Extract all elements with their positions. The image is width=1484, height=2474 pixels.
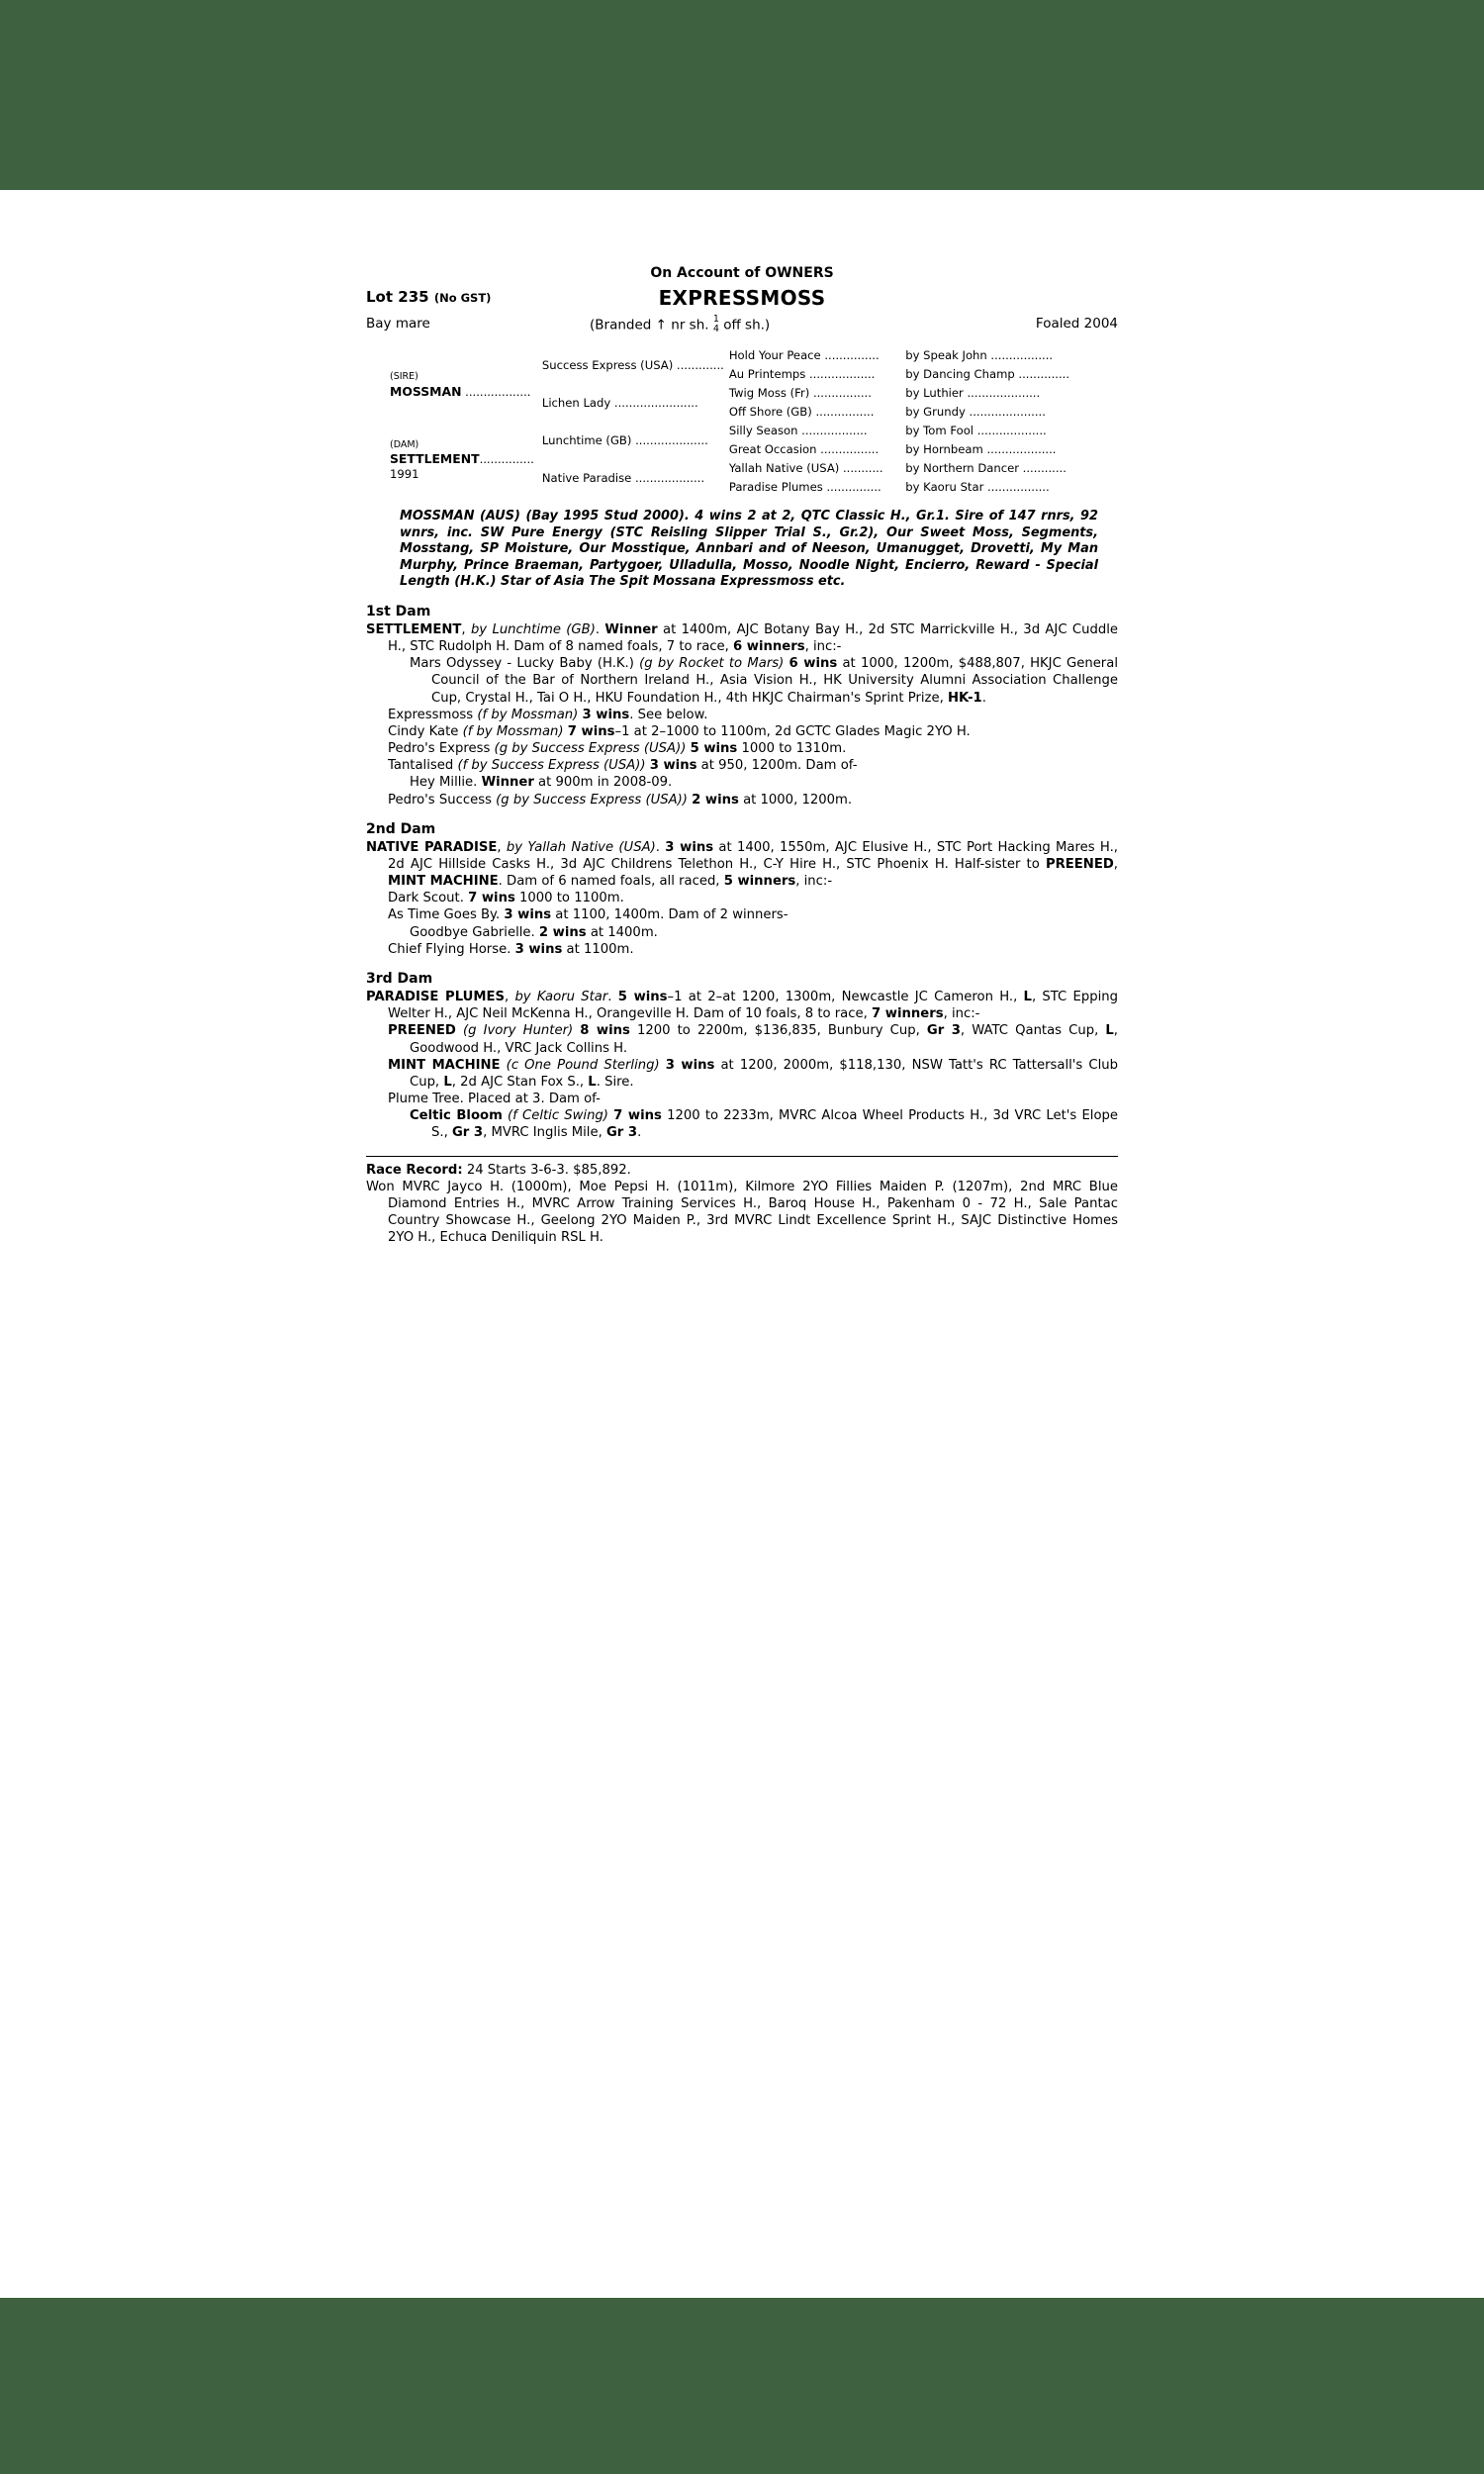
text-run: ,: [1113, 857, 1118, 873]
text-run: 3 wins: [582, 707, 630, 722]
text-run: Dark Scout.: [388, 891, 469, 906]
text-run: at 1400, 1550m, AJC Elusive H., STC Port Hacking Mares H., 2d AJC Hillside Casks H., 3d AJC Childrens Telethon H., C-Y Hire H., STC Phoenix H. Half-sister to: [388, 839, 1118, 873]
text-run: , MVRC Inglis Mile,: [483, 1125, 606, 1141]
second-dam-progeny: [366, 890, 1118, 958]
pedigree-table: [388, 346, 1080, 497]
text-run: (g by Success Express (USA)): [496, 792, 688, 808]
pedigree-gen4-cell: by Dancing Champ ..............: [905, 367, 1070, 382]
pedigree-gen3-cell: Paradise Plumes ...............: [728, 480, 881, 495]
text-run: Expressmoss: [388, 707, 478, 722]
text-run: .: [637, 1125, 642, 1141]
text-run: [456, 1023, 463, 1038]
text-run: Goodbye Gabrielle.: [410, 924, 539, 940]
text-run: (g by Rocket to Mars): [639, 656, 785, 672]
brand-suffix: off sh.): [723, 317, 771, 333]
text-run: 2 wins: [692, 792, 739, 808]
text-run: at 1000, 1200m, $488,807, HKJC General Council of the Bar of Northern Ireland H., Asia Vision H., HK University Alumni Association Challenge Cup, Crystal H., Tai O H., HKU Foundation H., 4th HKJC Chairman's Sprint Prize,: [431, 656, 1118, 706]
sire-description: MOSSMAN (AUS) (Bay 1995 Stud 2000). 4 wins 2 at 2, QTC Classic H., Gr.1. Sire of 147 rnrs, 92 wnrs, inc. SW Pure Energy (STC Reisling Slipper Trial S., Gr.2), Our Sweet Moss, Segments, Mosstang, SP Moisture, Our Mosstique, Annbari and of Neeson, Umanugget, Drovetti, My Man Murphy, Prince Braeman, Partygoer, Ulladulla, Mosso, Noodle Night, Encierro, Reward - Special Length (H.K.) Star of Asia The Spit Mossana Expressmoss etc.: [400, 509, 1098, 590]
text-run: at 1200, 2000m, $118,130, NSW Tatt's RC Tattersall's Club Cup,: [410, 1057, 1118, 1090]
text-run: .: [595, 621, 605, 637]
progeny-entry: [388, 740, 1118, 757]
text-run: (f Celtic Swing): [508, 1108, 608, 1124]
text-run: (f by Mossman): [462, 723, 564, 739]
text-run: 2 wins: [538, 924, 587, 940]
text-run: Celtic Bloom: [410, 1108, 503, 1124]
text-run: . Dam of 6 named foals, all raced,: [498, 874, 724, 890]
pedigree-row: [388, 346, 1080, 365]
second-dam-heading: 2nd Dam: [366, 820, 436, 837]
text-run: , WATC Qantas Cup,: [960, 1023, 1106, 1039]
text-run: , inc:-: [795, 874, 833, 890]
text-run: .: [655, 839, 666, 855]
progeny-entry: [388, 1057, 1118, 1091]
text-run: (g Ivory Hunter): [462, 1023, 574, 1039]
progeny-entry: [388, 1022, 1118, 1056]
race-record-detail: Won MVRC Jayco H. (1000m), Moe Pepsi H. (1011m), Kilmore 2YO Fillies Maiden P. (1207m), 2nd MRC Blue Diamond Entries H., MVRC Arrow Training Services H., Baroq House H., Pakenham 0 - 72 H., Sale Pantac Country Showcase H., Geelong 2YO Maiden P., 3rd MVRC Lindt Excellence Sprint H., SAJC Distinctive Homes 2YO H., Echuca Deniliquin RSL H.: [366, 1179, 1118, 1246]
text-run: at 900m in 2008-09.: [533, 775, 673, 791]
text-run: –1 at 2–1000 to 1100m, 2d GCTC Glades Magic 2YO H.: [614, 723, 971, 739]
text-run: 8 wins: [580, 1023, 630, 1039]
sire-dots: ..................: [461, 384, 531, 399]
pedigree-gen4-cell: by Speak John .................: [905, 348, 1054, 363]
race-record-label: Race Record:: [366, 1162, 463, 1178]
text-run: 3 wins: [514, 941, 563, 957]
text-run: L: [443, 1074, 452, 1090]
text-run: 5 winners: [723, 874, 796, 890]
text-run: Gr 3: [605, 1125, 638, 1141]
text-run: 1200 to 2233m, MVRC Alcoa Wheel Products H., 3d VRC Let's Elope S.,: [431, 1108, 1119, 1141]
pedigree-gen4-cell: by Tom Fool ...................: [905, 424, 1047, 438]
pedigree-gen2-cell: Lichen Lady .......................: [541, 395, 698, 410]
dam-year: 1991: [390, 467, 419, 482]
text-run: ,: [504, 990, 515, 1005]
text-run: 1200 to 2200m, $136,835, Bunbury Cup,: [629, 1023, 927, 1039]
text-run: at 1400m, AJC Botany Bay H., 2d STC Marrickville H., 3d AJC Cuddle H., STC Rudolph H. Dam of 8 named foals, 7 to race,: [388, 621, 1118, 655]
text-run: by Lunchtime (GB): [470, 621, 596, 637]
horse-name: EXPRESSMOSS: [658, 286, 826, 311]
pedigree-gen4-cell: by Kaoru Star .................: [905, 480, 1050, 495]
brand-fraction: [713, 315, 719, 333]
pedigree-gen3-cell: Off Shore (GB) ................: [728, 405, 875, 420]
text-run: , inc:-: [804, 639, 842, 655]
progeny-entry: [410, 774, 1118, 791]
title-row: [366, 285, 1118, 311]
text-run: (f by Success Express (USA)): [457, 758, 646, 774]
catalogue-page: [366, 264, 1118, 1246]
text-run: 3 wins: [665, 1057, 715, 1073]
brand-fraction-denominator: 4: [712, 323, 719, 334]
pedigree-gen3-cell: Yallah Native (USA) ...........: [728, 461, 883, 476]
sex-colour: Bay mare: [366, 316, 430, 333]
pedigree-gen2-cell: Success Express (USA) .............: [541, 357, 724, 372]
text-run: .: [607, 990, 618, 1005]
text-run: at 950, 1200m. Dam of-: [696, 758, 858, 774]
first-dam-heading: 1st Dam: [366, 603, 431, 619]
text-run: As Time Goes By.: [388, 907, 505, 923]
text-run: , STC Epping Welter H., AJC Neil McKenna H., Orangeville H. Dam of 10 foals, 8 to race,: [388, 990, 1118, 1022]
text-run: , Goodwood H., VRC Jack Collins H.: [410, 1023, 1118, 1056]
pedigree-gen2-cell: Native Paradise ...................: [541, 470, 705, 485]
pedigree-gen4-cell: by Hornbeam ...................: [905, 442, 1057, 457]
text-run: Hey Millie.: [410, 775, 482, 791]
text-run: ,: [497, 839, 507, 855]
progeny-entry: [410, 1107, 1118, 1141]
text-run: , 2d AJC Stan Fox S.,: [451, 1074, 589, 1090]
text-run: –1 at 2–at 1200, 1300m, Newcastle JC Cameron H.,: [667, 990, 1024, 1005]
text-run: 5 wins: [617, 990, 668, 1005]
text-run: PARADISE PLUMES: [366, 990, 505, 1005]
text-run: . See below.: [629, 707, 708, 722]
text-run: 6 wins: [788, 656, 838, 672]
text-run: 5 wins: [690, 741, 738, 757]
page-canvas: [0, 190, 1484, 2298]
brand-fraction-numerator: 1: [712, 314, 719, 326]
text-run: 7 wins: [468, 891, 515, 906]
text-run: Winner: [481, 775, 534, 791]
pedigree-gen4-cell: by Grundy .....................: [905, 405, 1046, 420]
progeny-entry: [388, 723, 1118, 740]
text-run: Winner: [604, 621, 658, 637]
pedigree-gen3-cell: Twig Moss (Fr) ................: [728, 386, 872, 401]
text-run: . Sire.: [596, 1074, 634, 1090]
pedigree-gen4-cell: by Northern Dancer ............: [905, 461, 1067, 476]
sire-label: (SIRE): [390, 371, 418, 383]
foaled-year: Foaled 2004: [1035, 316, 1118, 333]
progeny-entry: [388, 1091, 1118, 1107]
text-run: 1000 to 1100m.: [514, 891, 624, 906]
text-run: at 1100m.: [562, 941, 634, 957]
text-run: NATIVE PARADISE: [366, 839, 498, 855]
progeny-entry: [388, 707, 1118, 723]
lot-number: [366, 288, 491, 308]
text-run: MINT MACHINE: [388, 874, 499, 890]
text-run: Plume Tree. Placed at 3. Dam of-: [388, 1092, 601, 1107]
text-run: at 1400m.: [586, 924, 658, 940]
pedigree-row: [388, 422, 1080, 440]
brand-details: [590, 316, 770, 334]
lot-number-text: Lot 235: [366, 288, 429, 307]
progeny-entry: [388, 941, 1118, 958]
text-run: PREENED: [388, 1023, 456, 1039]
lot-gst-note: (No GST): [433, 291, 492, 306]
text-run: (g by Success Express (USA)): [494, 741, 687, 757]
text-run: 1000 to 1310m.: [737, 741, 847, 757]
pedigree-gen4-cell: by Luthier ....................: [905, 386, 1041, 401]
progeny-entry: [410, 924, 1118, 941]
text-run: L: [1023, 990, 1032, 1005]
text-run: 3 wins: [665, 839, 714, 855]
text-run: by Kaoru Star: [514, 990, 608, 1005]
brand-arrow-icon: ↑: [655, 317, 667, 333]
text-run: by Yallah Native (USA): [506, 839, 656, 855]
brand-middle: nr sh.: [671, 317, 709, 333]
on-account-of-line: On Account of OWNERS: [650, 265, 834, 281]
progeny-entry: [410, 655, 1118, 706]
pedigree-gen3-cell: Au Printemps ..................: [728, 367, 876, 382]
pedigree-gen2-cell: Lunchtime (GB) ....................: [541, 432, 708, 447]
text-run: at 1000, 1200m.: [738, 792, 853, 808]
text-run: Gr 3: [926, 1023, 961, 1039]
text-run: 3 wins: [649, 758, 697, 774]
text-run: (c One Pound Sterling): [506, 1057, 660, 1073]
text-run: Chief Flying Horse.: [388, 941, 515, 957]
second-dam-intro: [366, 839, 1118, 890]
brand-prefix: (Branded: [590, 317, 652, 333]
progeny-entry: [388, 890, 1118, 906]
pedigree-gen3-cell: Hold Your Peace ...............: [728, 348, 880, 363]
dam-name: SETTLEMENT: [390, 451, 480, 467]
text-run: L: [588, 1074, 597, 1090]
pedigree-gen3-cell: Silly Season ..................: [728, 424, 868, 438]
text-run: Pedro's Express: [388, 741, 495, 757]
text-run: , inc:-: [943, 1006, 980, 1022]
third-dam-progeny: [366, 1022, 1118, 1141]
race-record-summary: [366, 1162, 1118, 1179]
text-run: 7 wins: [613, 1108, 662, 1124]
text-run: ,: [461, 621, 471, 637]
text-run: 7 wins: [567, 723, 615, 739]
text-run: PREENED: [1045, 857, 1114, 873]
dam-dots: ...............: [479, 452, 534, 467]
section-divider: [366, 1156, 1118, 1157]
text-run: HK-1: [947, 690, 982, 706]
pedigree-gen3-cell: Great Occasion ................: [728, 442, 880, 457]
dam-label: (DAM): [390, 438, 419, 450]
text-run: L: [1105, 1023, 1114, 1039]
subtitle-row: [366, 311, 1118, 340]
text-run: (f by Mossman): [477, 707, 579, 722]
progeny-entry: [388, 792, 1118, 809]
first-dam-progeny: [366, 655, 1118, 808]
text-run: MINT MACHINE: [388, 1057, 501, 1073]
third-dam-heading: 3rd Dam: [366, 970, 433, 987]
first-dam-intro: [366, 621, 1118, 655]
progeny-entry: [388, 757, 1118, 774]
text-run: at 1100, 1400m. Dam of 2 winners-: [551, 907, 788, 923]
race-record-value: 24 Starts 3-6-3. $85,892.: [466, 1162, 631, 1178]
text-run: 3 wins: [504, 907, 552, 923]
text-run: Cindy Kate: [388, 723, 463, 739]
text-run: Mars Odyssey - Lucky Baby (H.K.): [410, 656, 640, 672]
text-run: .: [981, 690, 986, 706]
text-run: 7 winners: [872, 1006, 944, 1022]
third-dam-intro: [366, 989, 1118, 1022]
pedigree-sire-cell: [388, 346, 540, 422]
pedigree-dam-cell: [388, 422, 540, 497]
sire-name: MOSSMAN: [390, 383, 462, 399]
text-run: Gr 3: [451, 1125, 484, 1141]
text-run: SETTLEMENT: [366, 621, 462, 637]
text-run: Tantalised: [388, 758, 458, 774]
text-run: Pedro's Success: [388, 792, 497, 808]
text-run: 6 winners: [733, 639, 805, 655]
progeny-entry: [388, 906, 1118, 923]
